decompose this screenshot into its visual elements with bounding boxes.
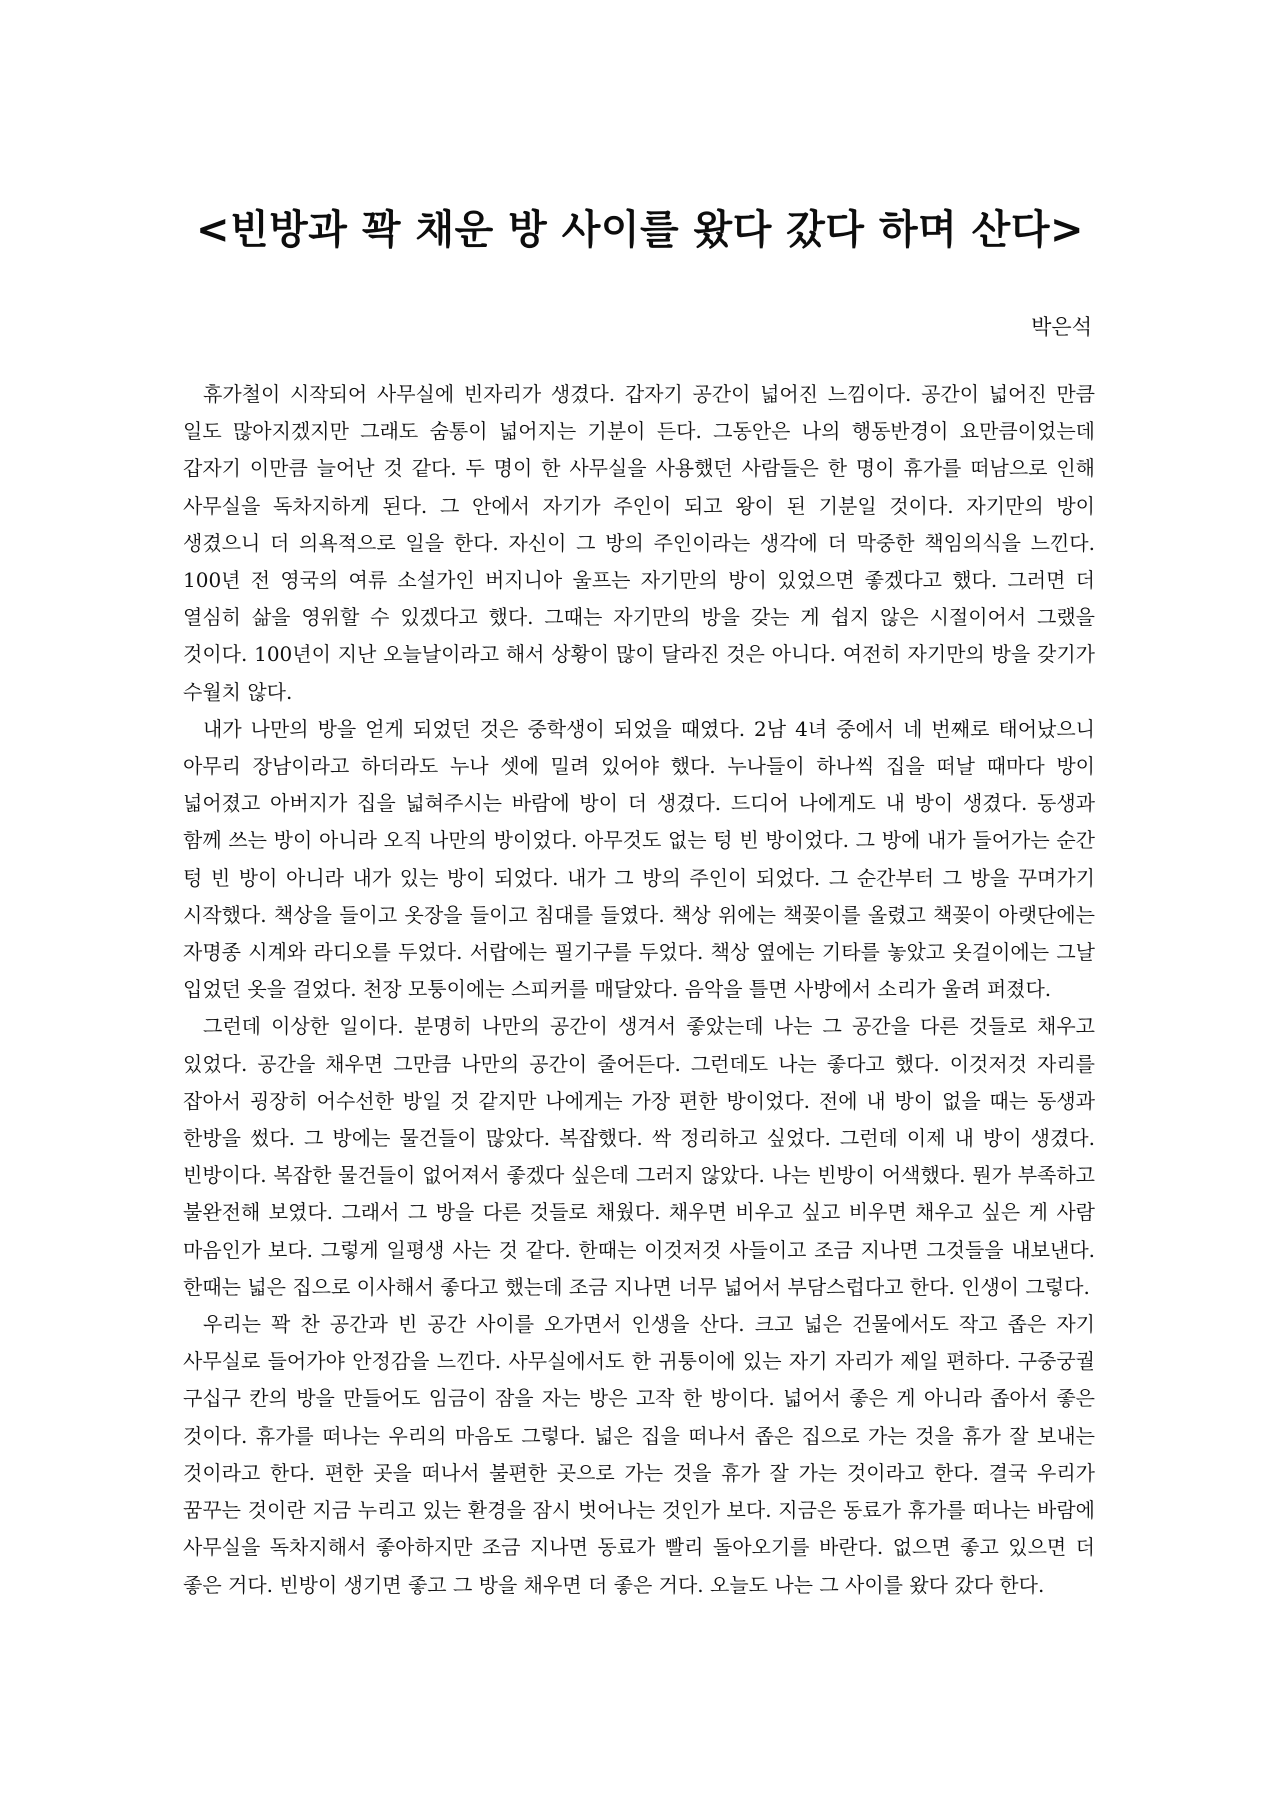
paragraph-2: 내가 나만의 방을 얻게 되었던 것은 중학생이 되었을 때였다. 2남 4녀 중에서 네 번째로 태어났으니 아무리 장남이라고 하더라도 누나 셋에 밀려 있어야 했다. 누나들이 하나씩 집을 떠날 때마다 방이 넓어졌고 아버지가 집을 넓혀주시는 바람에 방이 더 생겼다. 드디어 나에게도 내 방이 생겼다. 동생과 함께 쓰는 방이 아니라 오직 나만의 방이었다. 아무것도 없는 텅 빈 방이었다. 그 방에 내가 들어가는 순간 텅 빈 방이 아니라 내가 있는 방이 되었다. 내가 그 방의 주인이 되었다. 그 순간부터 그 방을 꾸며가기 시작했다. 책상을 들이고 옷장을 들이고 침대를 들였다. 책상 위에는 책꽂이를 올렸고 책꽂이 아랫단에는 자명종 시계와 라디오를 두었다. 서랍에는 필기구를 두었다. 책상 옆에는 기타를 놓았고 옷걸이에는 그날 입었던 옷을 걸었다. 천장 모퉁이에는 스피커를 매달았다. 음악을 틀면 사방에서 소리가 울려 퍼졌다. bbox=[183, 716, 1095, 1002]
paragraph-1: 휴가철이 시작되어 사무실에 빈자리가 생겼다. 갑자기 공간이 넓어진 느낌이다. 공간이 넓어진 만큼 일도 많아지겠지만 그래도 숨통이 넓어지는 기분이 든다. 그동안은 나의 행동반경이 요만큼이었는데 갑자기 이만큼 늘어난 것 같다. 두 명이 한 사무실을 사용했던 사람들은 한 명이 휴가를 떠남으로 인해 사무실을 독차지하게 된다. 그 안에서 자기가 주인이 되고 왕이 된 기분일 것이다. 자기만의 방이 생겼으니 더 의욕적으로 일을 한다. 자신이 그 방의 주인이라는 생각에 더 막중한 책임의식을 느낀다. 100년 전 영국의 여류 소설가인 버지니아 울프는 자기만의 방이 있었으면 좋겠다고 했다. 그러면 더 열심히 삶을 영위할 수 있겠다고 했다. 그때는 자기만의 방을 갖는 게 쉽지 않은 시절이어서 그랬을 것이다. 100년이 지난 오늘날이라고 해서 상황이 많이 달라진 것은 아니다. 여전히 자기만의 방을 갖기가 수월치 않다. bbox=[183, 382, 1095, 704]
paragraph-3: 그런데 이상한 일이다. 분명히 나만의 공간이 생겨서 좋았는데 나는 그 공간을 다른 것들로 채우고 있었다. 공간을 채우면 그만큼 나만의 공간이 줄어든다. 그런데도 나는 좋다고 했다. 이것저것 자리를 잡아서 굉장히 어수선한 방일 것 같지만 나에게는 가장 편한 방이었다. 전에 내 방이 없을 때는 동생과 한방을 썼다. 그 방에는 물건들이 많았다. 복잡했다. 싹 정리하고 싶었다. 그런데 이제 내 방이 생겼다. 빈방이다. 복잡한 물건들이 없어져서 좋겠다 싶은데 그러지 않았다. 나는 빈방이 어색했다. 뭔가 부족하고 불완전해 보였다. 그래서 그 방을 다른 것들로 채웠다. 채우면 비우고 싶고 비우면 채우고 싶은 게 사람 마음인가 보다. 그렇게 일평생 사는 것 같다. 한때는 이것저것 사들이고 조금 지나면 그것들을 내보낸다. 한때는 넓은 집으로 이사해서 좋다고 했는데 조금 지나면 너무 넓어서 부담스럽다고 한다. 인생이 그렇다. bbox=[183, 1014, 1095, 1299]
essay-body bbox=[183, 376, 1095, 1604]
page-title: <빈방과 꽉 채운 방 사이를 왔다 갔다 하며 산다> bbox=[196, 207, 1084, 253]
paragraph-4: 우리는 꽉 찬 공간과 빈 공간 사이를 오가면서 인생을 산다. 크고 넓은 건물에서도 작고 좁은 자기 사무실로 들어가야 안정감을 느낀다. 사무실에서도 한 귀퉁이에 있는 자기 자리가 제일 편하다. 구중궁궐 구십구 칸의 방을 만들어도 임금이 잠을 자는 방은 고작 한 방이다. 넓어서 좋은 게 아니라 좁아서 좋은 것이다. 휴가를 떠나는 우리의 마음도 그렇다. 넓은 집을 떠나서 좁은 집으로 가는 것을 휴가 잘 보내는 것이라고 한다. 편한 곳을 떠나서 불편한 곳으로 가는 것을 휴가 잘 가는 것이라고 한다. 결국 우리가 꿈꾸는 것이란 지금 누리고 있는 환경을 잠시 벗어나는 것인가 보다. 지금은 동료가 휴가를 떠나는 바람에 사무실을 독차지해서 좋아하지만 조금 지나면 동료가 빨리 돌아오기를 바란다. 없으면 좋고 있으면 더 좋은 거다. 빈방이 생기면 좋고 그 방을 채우면 더 좋은 거다. 오늘도 나는 그 사이를 왔다 갔다 한다. bbox=[183, 1312, 1095, 1597]
author-name: 박은석 bbox=[1031, 315, 1092, 339]
